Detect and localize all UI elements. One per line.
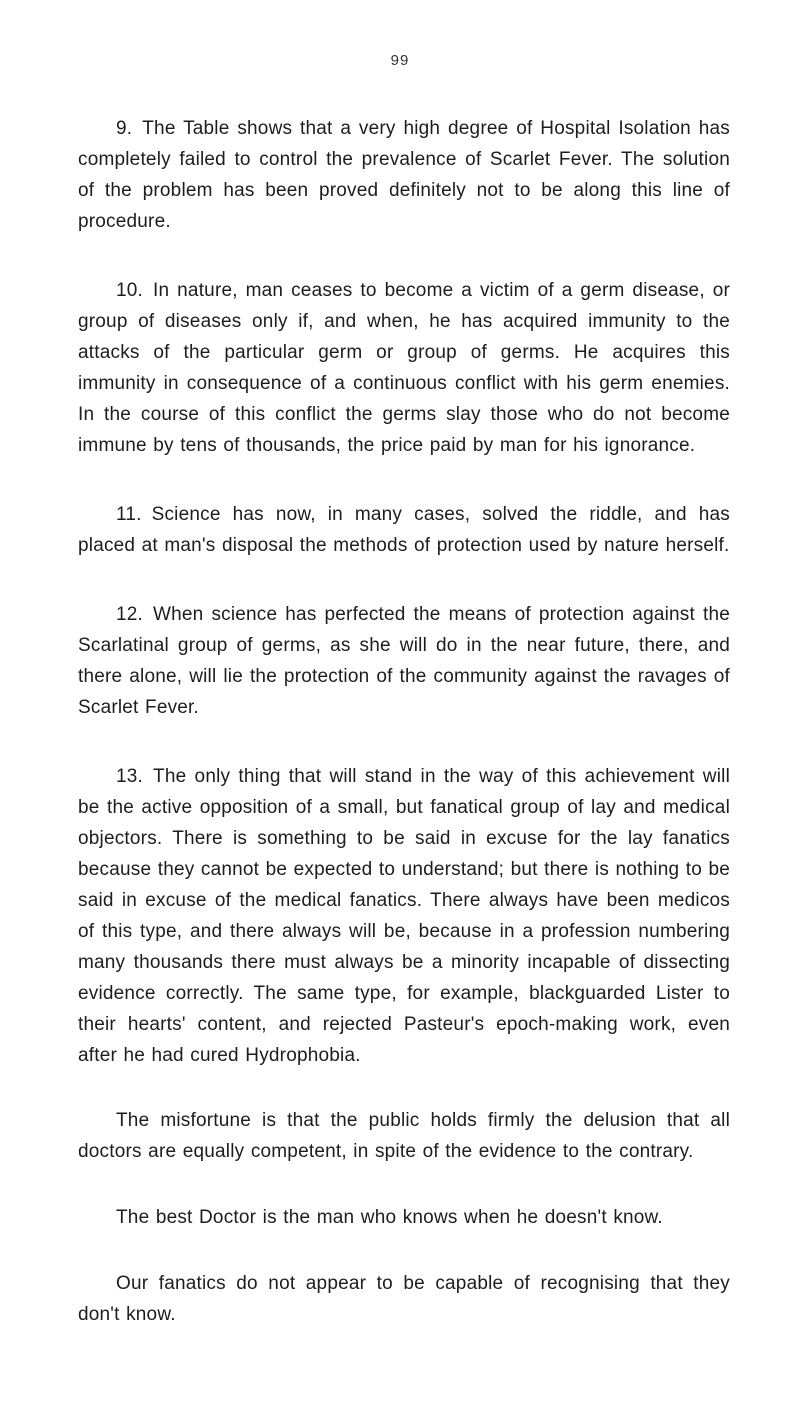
paragraph-12 xyxy=(78,599,730,723)
page-number: 99 xyxy=(390,52,410,69)
paragraph-number: 9. xyxy=(116,118,133,139)
paragraph-text: The only thing that will stand in the way of this achievement will be the active opposition of a small, but fanatical group of lay and medical objectors. There is something to be said in excuse for the lay fanatics because they cannot be expected to understand; but there is nothing to be said in excuse of the medical fanatics. There always have been medicos of this type, and there always will be, because in a profession numbering many thousands there must always be a minority incapable of dissecting evidence correctly. The same type, for example, blackguarded Lister to their hearts' content, and rejected Pasteur's epoch-making work, even after he had cured Hydrophobia. xyxy=(78,766,730,1066)
paragraph-number: 11. xyxy=(116,504,142,525)
paragraph-text: Science has now, in many cases, solved the riddle, and has placed at man's disposal the methods of protection used by nature herself. xyxy=(78,504,730,556)
paragraph-13 xyxy=(78,761,730,1071)
paragraph-text: When science has perfected the means of protection against the Scarlatinal group of germs, as she will do in the near future, there, and there alone, will lie the protection of the community against the ravages of Scarlet Fever. xyxy=(78,604,730,718)
body-text xyxy=(78,113,730,1330)
paragraph-10 xyxy=(78,275,730,461)
paragraph-text: The best Doctor is the man who knows when he doesn't know. xyxy=(116,1207,663,1228)
paragraph-text: The misfortune is that the public holds firmly the delusion that all doctors are equally competent, in spite of the evidence to the contrary. xyxy=(78,1110,730,1162)
paragraph-text: Our fanatics do not appear to be capable of recognising that they don't know. xyxy=(78,1273,730,1325)
paragraph-11 xyxy=(78,499,730,561)
paragraph-text: In nature, man ceases to become a victim of a germ disease, or group of diseases only if, and when, he has acquired immunity to the attacks of the particular germ or group of germs. He acquires this immunity in consequence of a continuous conflict with his germ enemies. In the course of this conflict the germs slay those who do not become immune by tens of thousands, the price paid by man for his ignorance. xyxy=(78,280,730,456)
paragraph-fanatics xyxy=(78,1268,730,1330)
paragraph-number: 13. xyxy=(116,766,144,787)
paragraph-number: 12. xyxy=(116,604,144,625)
paragraph-9 xyxy=(78,113,730,237)
paragraph-text: The Table shows that a very high degree of Hospital Isolation has completely failed to control the prevalence of Scarlet Fever. The solution of the problem has been proved definitely not to be along this line of procedure. xyxy=(78,118,730,232)
paragraph-best-doctor xyxy=(78,1202,730,1233)
paragraph-misfortune xyxy=(78,1105,730,1167)
paragraph-number: 10. xyxy=(116,280,144,301)
